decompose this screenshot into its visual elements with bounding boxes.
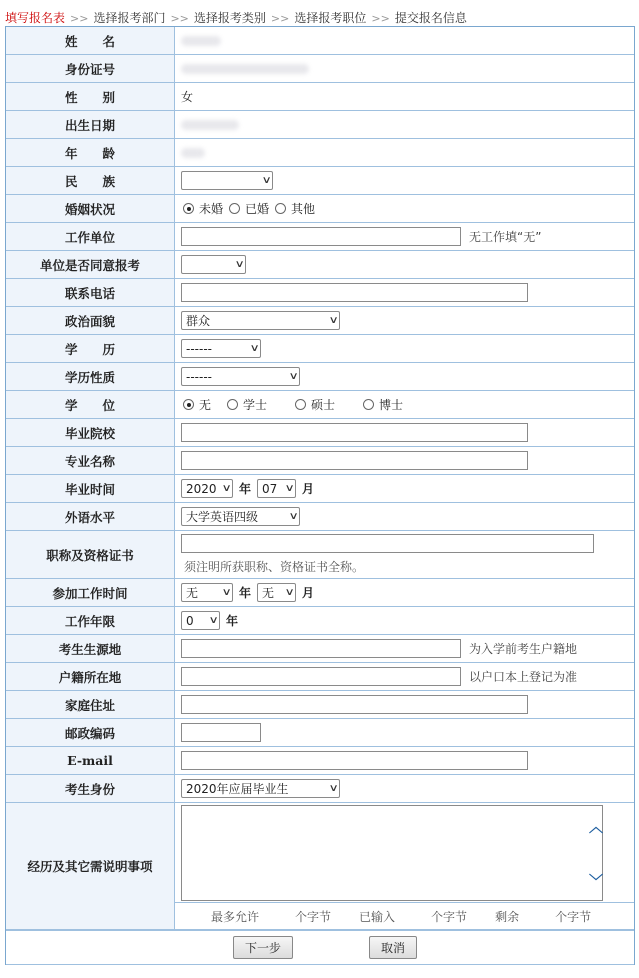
- cancel-button[interactable]: 取消: [369, 936, 417, 959]
- radio-icon: [229, 203, 240, 214]
- address-input[interactable]: [181, 695, 528, 714]
- degree-option-label: 无: [199, 398, 212, 412]
- work-start-year-select[interactable]: [181, 583, 233, 602]
- breadcrumb-step-position[interactable]: 选择报考职位: [294, 11, 367, 25]
- row-major: [6, 447, 634, 475]
- row-address: [6, 691, 634, 719]
- chevron-down-icon: ∨: [261, 175, 272, 186]
- id-number-label: 身份证号: [6, 55, 175, 82]
- household-hint: 以户口本上登记为准: [469, 670, 578, 684]
- counter-entered-label: 已输入: [359, 909, 396, 924]
- unit-consent-label: 单位是否同意报考: [6, 251, 175, 278]
- breadcrumb-separator-icon: >>: [270, 12, 290, 25]
- counter-bytes-label: 个字节: [555, 909, 592, 924]
- origin-input[interactable]: [181, 639, 461, 658]
- scroll-down-icon[interactable]: ﹀: [589, 874, 603, 890]
- row-degree: [6, 391, 634, 419]
- address-label: 家庭住址: [6, 691, 175, 718]
- marital-option-label: 未婚: [199, 202, 224, 216]
- degree-option-label: 硕士: [311, 398, 336, 412]
- chevron-down-icon: ∨: [288, 511, 299, 522]
- marital-radio-married[interactable]: [229, 200, 269, 217]
- counter-max-label: 最多允许: [211, 909, 260, 924]
- chevron-down-icon: ∨: [208, 615, 219, 626]
- breadcrumb-separator-icon: >>: [371, 12, 390, 25]
- row-work-years: [6, 607, 634, 635]
- chevron-down-icon: ∨: [221, 483, 232, 494]
- degree-label: 学 位: [6, 391, 175, 418]
- chevron-down-icon: ∨: [328, 315, 339, 326]
- degree-radio-none[interactable]: [183, 396, 211, 413]
- row-experience: [6, 803, 634, 930]
- year-unit: 年: [226, 614, 239, 628]
- row-school: [6, 419, 634, 447]
- row-birth-date: [6, 111, 634, 139]
- school-label: 毕业院校: [6, 419, 175, 446]
- identity-label: 考生身份: [6, 775, 175, 802]
- name-label: 姓 名: [6, 27, 175, 54]
- degree-option-label: 学士: [243, 398, 268, 412]
- postcode-label: 邮政编码: [6, 719, 175, 746]
- row-graduation-time: [6, 475, 634, 503]
- chevron-down-icon: ∨: [249, 343, 260, 354]
- row-name: [6, 27, 634, 55]
- certificates-note: 须注明所获职称、资格证书全称。: [184, 560, 365, 574]
- identity-select-value: 2020年应届毕业生: [186, 782, 289, 796]
- year-unit: 年: [239, 586, 252, 600]
- gender-value: 女: [181, 90, 194, 104]
- breadcrumb-step-department[interactable]: 选择报考部门: [93, 11, 166, 25]
- experience-textarea[interactable]: [181, 805, 603, 901]
- row-unit-consent: [6, 251, 634, 279]
- chevron-down-icon: ∨: [328, 783, 339, 794]
- household-input[interactable]: [181, 667, 461, 686]
- education-type-select[interactable]: [181, 367, 300, 386]
- marital-radio-unmarried[interactable]: [183, 200, 223, 217]
- education-type-select-value: ------: [186, 369, 212, 384]
- graduation-month-value: 07: [262, 481, 278, 496]
- work-unit-label: 工作单位: [6, 223, 175, 250]
- character-counter: [175, 903, 634, 930]
- birth-date-value-redacted: [181, 120, 239, 130]
- email-input[interactable]: [181, 751, 528, 770]
- education-label: 学 历: [6, 335, 175, 362]
- chevron-down-icon: ∨: [221, 587, 232, 598]
- row-postcode: [6, 719, 634, 747]
- marital-option-label: 其他: [291, 202, 316, 216]
- counter-bytes-label: 个字节: [295, 909, 332, 924]
- graduation-time-label: 毕业时间: [6, 475, 175, 502]
- breadcrumb-step-submit[interactable]: 提交报名信息: [394, 11, 467, 25]
- registration-form: [5, 26, 635, 965]
- row-identity: [6, 775, 634, 803]
- school-input[interactable]: [181, 423, 528, 442]
- work-start-month-value: 无: [262, 586, 275, 600]
- graduation-year-value: 2020: [186, 481, 217, 496]
- next-button[interactable]: 下一步: [233, 936, 293, 959]
- chevron-down-icon: ∨: [284, 483, 295, 494]
- row-gender: [6, 83, 634, 111]
- age-value-redacted: [181, 148, 205, 158]
- month-unit: 月: [302, 482, 315, 496]
- birth-date-label: 出生日期: [6, 111, 175, 138]
- work-start-month-select[interactable]: [257, 583, 296, 602]
- education-type-label: 学历性质: [6, 363, 175, 390]
- ethnicity-select[interactable]: [181, 171, 273, 190]
- work-years-select[interactable]: [181, 611, 220, 630]
- chevron-down-icon: ∨: [288, 371, 299, 382]
- phone-label: 联系电话: [6, 279, 175, 306]
- row-household: [6, 663, 634, 691]
- marital-option-label: 已婚: [245, 202, 270, 216]
- graduation-month-select[interactable]: [257, 479, 296, 498]
- foreign-language-select[interactable]: [181, 507, 300, 526]
- name-value-redacted: [181, 36, 221, 46]
- education-select[interactable]: [181, 339, 261, 358]
- breadcrumb-step-fill-form[interactable]: 填写报名表: [5, 11, 66, 25]
- experience-label: 经历及其它需说明事项: [6, 803, 175, 930]
- row-age: [6, 139, 634, 167]
- chevron-down-icon: ∨: [284, 587, 295, 598]
- political-status-select[interactable]: [181, 311, 340, 330]
- education-select-value: ------: [186, 341, 212, 356]
- breadcrumb: [5, 9, 467, 25]
- row-id-number: [6, 55, 634, 83]
- radio-icon: [275, 203, 286, 214]
- id-number-value-redacted: [181, 64, 309, 74]
- textarea-scrollbar[interactable]: [588, 805, 604, 901]
- radio-selected-icon: [183, 399, 194, 410]
- major-label: 专业名称: [6, 447, 175, 474]
- marital-radio-other[interactable]: [275, 200, 315, 217]
- row-work-start: [6, 579, 634, 607]
- political-status-label: 政治面貌: [6, 307, 175, 334]
- degree-option-label: 博士: [379, 398, 404, 412]
- age-label: 年 龄: [6, 139, 175, 166]
- work-start-year-value: 无: [186, 586, 199, 600]
- row-education: [6, 335, 634, 363]
- breadcrumb-separator-icon: >>: [70, 12, 89, 25]
- row-marital-status: [6, 195, 634, 223]
- household-label: 户籍所在地: [6, 663, 175, 690]
- origin-label: 考生生源地: [6, 635, 175, 662]
- counter-remaining-label: 剩余: [495, 909, 520, 924]
- radio-selected-icon: [183, 203, 194, 214]
- marital-status-label: 婚姻状况: [6, 195, 175, 222]
- major-input[interactable]: [181, 451, 528, 470]
- row-work-unit: [6, 223, 634, 251]
- scroll-up-icon[interactable]: ︿: [589, 820, 603, 836]
- work-unit-input[interactable]: [181, 227, 461, 246]
- row-email: [6, 747, 634, 775]
- work-start-label: 参加工作时间: [6, 579, 175, 606]
- phone-input[interactable]: [181, 283, 528, 302]
- origin-hint: 为入学前考生户籍地: [469, 642, 578, 656]
- chevron-down-icon: ∨: [234, 259, 245, 270]
- foreign-language-label: 外语水平: [6, 503, 175, 530]
- degree-radio-bachelor[interactable]: [227, 396, 267, 413]
- identity-select[interactable]: [181, 779, 340, 798]
- row-ethnicity: [6, 167, 634, 195]
- counter-bytes-label: 个字节: [431, 909, 468, 924]
- breadcrumb-separator-icon: >>: [170, 12, 189, 25]
- unit-consent-select[interactable]: [181, 255, 246, 274]
- month-unit: 月: [302, 586, 315, 600]
- row-political-status: [6, 307, 634, 335]
- radio-icon: [295, 399, 306, 410]
- button-row: [6, 930, 634, 965]
- work-years-value: 0: [186, 613, 194, 628]
- row-origin: [6, 635, 634, 663]
- degree-radio-master[interactable]: [295, 396, 335, 413]
- certificates-input[interactable]: [181, 534, 594, 553]
- email-label: E-mail: [6, 747, 175, 774]
- row-education-type: [6, 363, 634, 391]
- work-years-label: 工作年限: [6, 607, 175, 634]
- row-foreign-language: [6, 503, 634, 531]
- foreign-language-select-value: 大学英语四级: [186, 510, 259, 524]
- postcode-input[interactable]: [181, 723, 261, 742]
- row-phone: [6, 279, 634, 307]
- degree-radio-doctor[interactable]: [363, 396, 403, 413]
- certificates-label: 职称及资格证书: [6, 531, 175, 578]
- work-unit-hint: 无工作填“无”: [469, 230, 542, 244]
- row-certificates: [6, 531, 634, 579]
- gender-label: 性 别: [6, 83, 175, 110]
- graduation-year-select[interactable]: [181, 479, 233, 498]
- ethnicity-label: 民 族: [6, 167, 175, 194]
- radio-icon: [363, 399, 374, 410]
- breadcrumb-step-category[interactable]: 选择报考类别: [193, 11, 266, 25]
- political-status-select-value: 群众: [186, 314, 211, 328]
- year-unit: 年: [239, 482, 252, 496]
- radio-icon: [227, 399, 238, 410]
